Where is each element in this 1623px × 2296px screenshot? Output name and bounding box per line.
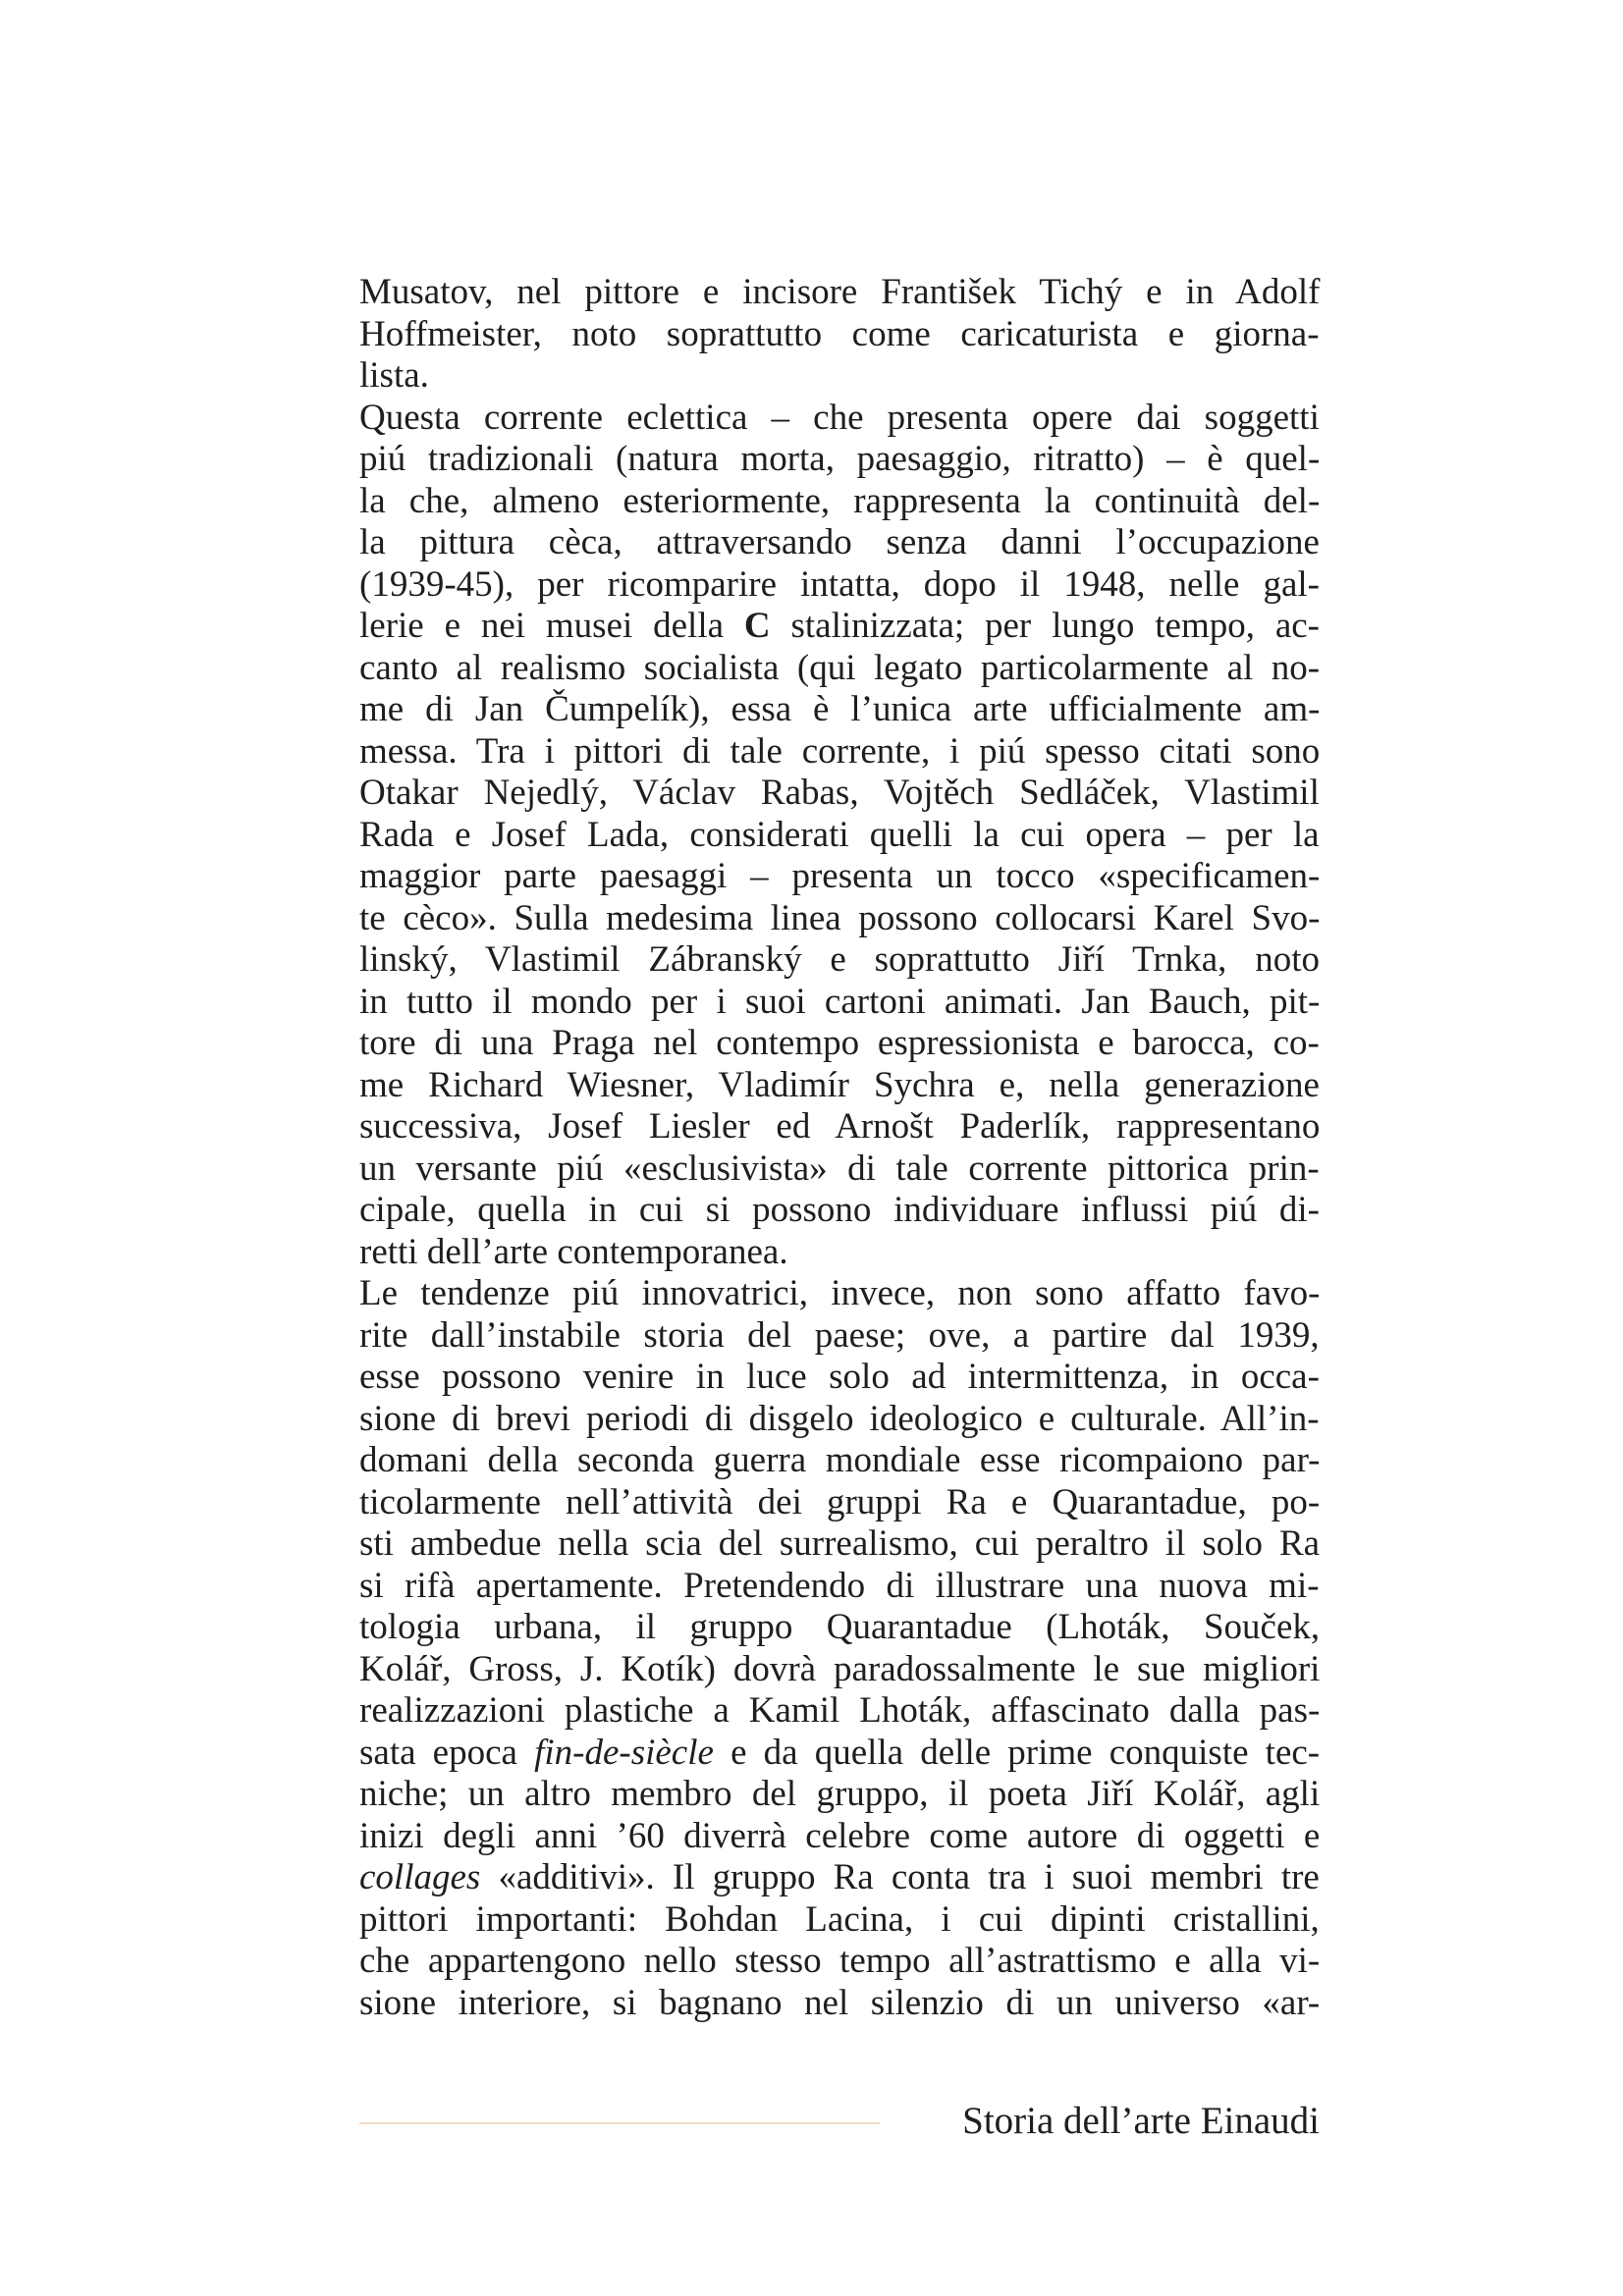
text-line [359,1607,1320,1649]
text-segment: stalinizzata; per lungo tempo, ac- [770,606,1320,646]
text-segment: Musatov, nel pittore e incisore František Tichý e in Adolf [359,272,1321,312]
text-segment: Kolář, Gross, J. Kotík) dovrà paradossalmente le sue migliori [359,1648,1321,1689]
footer-rule [359,2122,880,2124]
text-segment: Hoffmeister, noto soprattutto come caricaturista e giorna- [359,313,1320,354]
italic-text: fin-de-siècle [534,1732,714,1773]
text-line [359,939,1320,982]
text-segment: successiva, Josef Liesler ed Arnošt Paderlík, rappresentano [359,1106,1321,1147]
text-line [359,522,1320,564]
text-segment: Le tendenze piú innovatrici, invece, non sono affatto favo- [359,1273,1321,1313]
text-segment: rite dall’instabile storia del paese; ove, a partire dal 1939, [359,1314,1320,1356]
text-line [359,1690,1320,1733]
text-line [359,481,1320,523]
text-segment: (1939-45), per ricomparire intatta, dopo il 1948, nelle gal- [359,563,1320,605]
text-segment: retti dell’arte contemporanea. [359,1231,788,1272]
text-segment: esse possono venire in luce solo ad intermittenza, in occa- [359,1357,1320,1397]
text-line [359,439,1320,481]
text-segment: sione di brevi periodi di disgelo ideologico e culturale. All’in- [359,1398,1320,1439]
text-line [359,1190,1320,1232]
text-line [359,1440,1320,1482]
text-segment: che appartengono nello stesso tempo all’astrattismo e alla vi- [359,1941,1321,1981]
text-segment: me di Jan Čumpelík), essa è l’unica arte ufficialmente am- [359,689,1321,729]
text-segment: tore di una Praga nel contempo espressionista e barocca, co- [359,1023,1320,1063]
text-line [359,689,1320,731]
text-line [359,982,1320,1024]
text-segment: Rada e Josef Lada, considerati quelli la cui opera – per la [359,814,1320,855]
text-segment: e da quella delle prime conquiste tec- [713,1732,1321,1773]
body-text [359,272,1320,2024]
text-segment: un versante piú «esclusivista» di tale corrente pittorica prin- [359,1148,1320,1189]
text-line [359,898,1320,940]
text-line [359,1106,1320,1148]
text-line [359,1816,1320,1858]
text-segment: sata epoca [359,1732,535,1773]
text-line [359,355,1320,398]
text-line [359,398,1320,440]
text-line [359,1983,1320,2025]
text-segment: messa. Tra i pittori di tale corrente, i piú spesso citati sono [359,730,1321,772]
text-line [359,1566,1320,1608]
text-line [359,1148,1320,1191]
text-segment: me Richard Wiesner, Vladimír Sychra e, nella generazione [359,1064,1320,1105]
text-segment: pittori importanti: Bohdan Lacina, i cui dipinti cristallini, [359,1898,1320,1940]
text-line [359,606,1320,648]
text-line [359,1733,1320,1775]
italic-text: collages [359,1857,481,1897]
text-segment: si rifà apertamente. Pretendendo di illustrare una nuova mi- [359,1565,1320,1606]
text-line [359,314,1320,356]
bold-text: C [743,606,771,646]
text-segment: tologia urbana, il gruppo Quarantadue (Lhoták, Souček, [359,1607,1321,1647]
text-line [359,1482,1320,1524]
text-line [359,272,1320,314]
text-segment: lerie e nei musei della [359,606,744,646]
text-line [359,1857,1320,1899]
text-segment: ticolarmente nell’attività dei gruppi Ra e Quarantadue, po- [359,1481,1321,1522]
text-segment: inizi degli anni ’60 diverrà celebre come autore di oggetti e [359,1815,1321,1856]
footer-title: Storia dell’arte Einaudi [962,2100,1320,2142]
text-line [359,773,1320,815]
text-line [359,1899,1320,1942]
text-segment: la che, almeno esteriormente, rappresenta la continuità del- [359,480,1321,521]
text-line [359,1774,1320,1816]
text-segment: Otakar Nejedlý, Václav Rabas, Vojtěch Sedláček, Vlastimil [359,773,1320,813]
text-segment: maggior parte paesaggi – presenta un tocco «specificamen- [359,856,1321,896]
text-segment: piú tradizionali (natura morta, paesaggio, ritratto) – è quel- [359,439,1321,479]
text-line [359,1273,1320,1315]
text-line [359,1357,1320,1399]
text-line [359,1023,1320,1065]
text-segment: linský, Vlastimil Zábranský e soprattutto Jiří Trnka, noto [359,939,1321,980]
text-segment: sti ambedue nella scia del surrealismo, cui peraltro il solo Ra [359,1523,1321,1564]
text-segment: niche; un altro membro del gruppo, il poeta Jiří Kolář, agli [359,1774,1321,1814]
text-segment: lista. [359,355,429,396]
text-line [359,1523,1320,1566]
text-line [359,1232,1320,1274]
text-segment: canto al realismo socialista (qui legato particolarmente al no- [359,647,1321,688]
text-segment: sione interiore, si bagnano nel silenzio di un universo «ar- [359,1982,1321,2023]
text-segment: in tutto il mondo per i suoi cartoni animati. Jan Bauch, pit- [359,981,1321,1022]
text-segment: realizzazioni plastiche a Kamil Lhoták, affascinato dalla pas- [359,1690,1321,1731]
text-line [359,815,1320,857]
text-line [359,1399,1320,1441]
text-line [359,1315,1320,1358]
text-line [359,648,1320,690]
text-segment: Questa corrente eclettica – che presenta opere dai soggetti [359,397,1320,438]
text-segment: cipale, quella in cui si possono individuare influssi piú di- [359,1190,1320,1230]
text-line [359,856,1320,898]
text-segment: la pittura cèca, attraversando senza danni l’occupazione [359,522,1320,562]
text-line [359,1941,1320,1983]
text-segment: te cèco». Sulla medesima linea possono collocarsi Karel Svo- [359,897,1321,938]
text-line [359,1649,1320,1691]
text-line [359,731,1320,774]
text-segment: «additivi». Il gruppo Ra conta tra i suoi membri tre [480,1857,1320,1897]
text-line [359,564,1320,607]
page-footer [359,2094,1320,2153]
text-segment: domani della seconda guerra mondiale esse ricompaiono par- [359,1440,1321,1480]
text-line [359,1065,1320,1107]
